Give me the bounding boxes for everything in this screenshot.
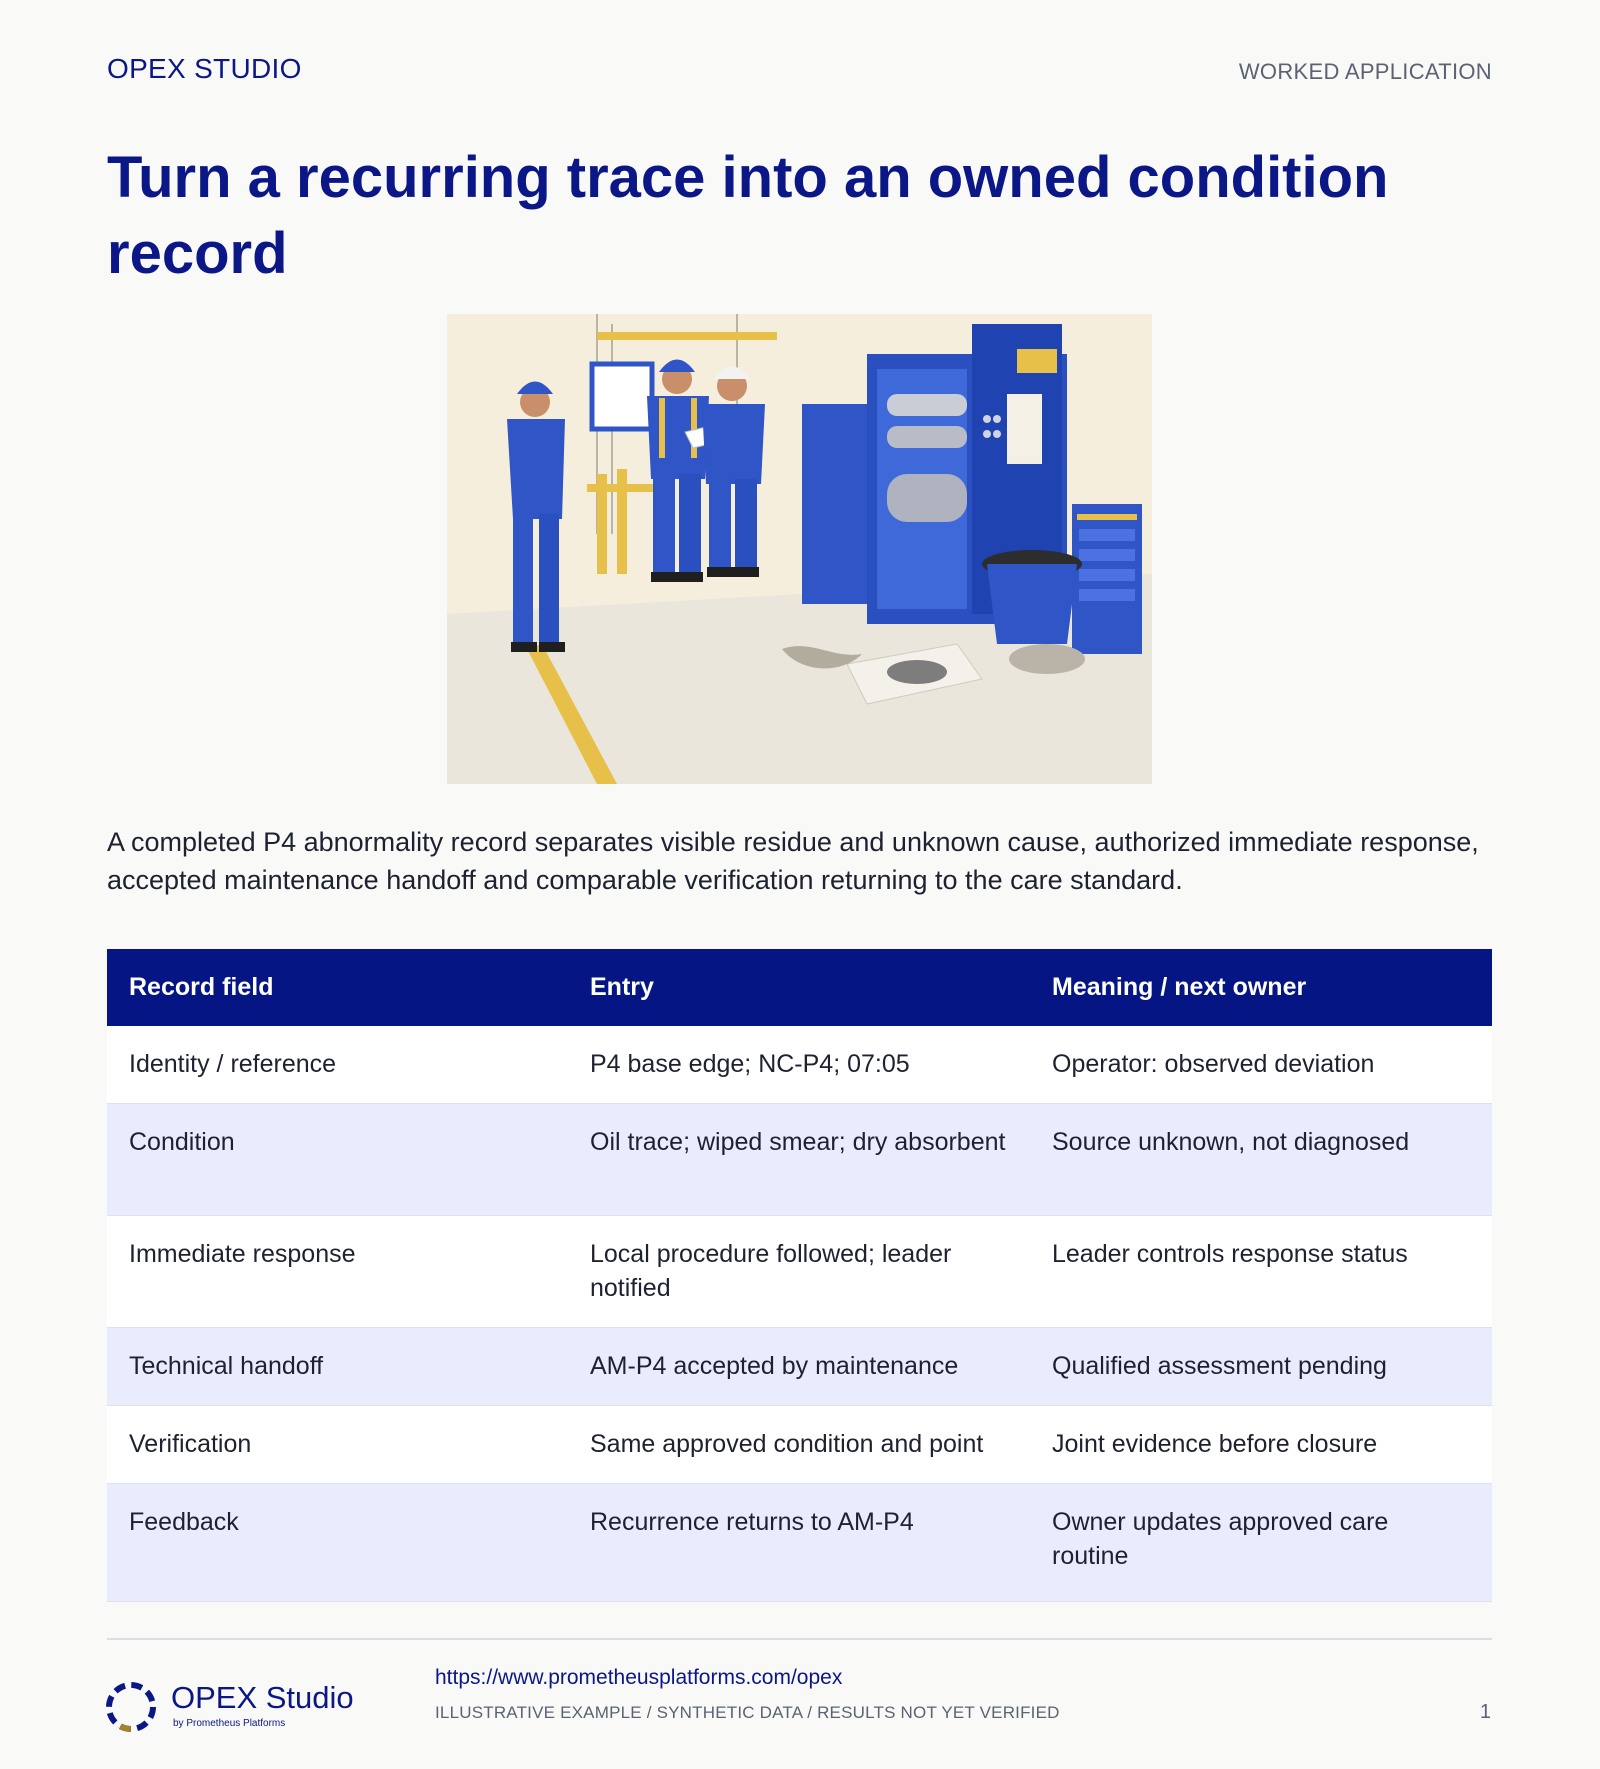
rags bbox=[1009, 644, 1085, 674]
page-title: Turn a recurring trace into an owned condition record bbox=[107, 145, 1389, 286]
column-header-meaning: Meaning / next owner bbox=[1030, 949, 1492, 1026]
cell-entry: Oil trace; wiped smear; dry absorbent bbox=[568, 1104, 1030, 1216]
machine-panel-window bbox=[1007, 394, 1042, 464]
section-label: WORKED APPLICATION bbox=[1238, 59, 1492, 84]
table-row bbox=[107, 1104, 1492, 1216]
roller-1 bbox=[887, 394, 967, 416]
table-header-row bbox=[107, 949, 1492, 1026]
column-header-entry: Entry bbox=[568, 949, 1030, 1026]
machine-guard bbox=[1017, 349, 1057, 373]
cell-record-field: Verification bbox=[107, 1406, 568, 1484]
cell-entry: AM-P4 accepted by maintenance bbox=[568, 1328, 1030, 1406]
page-number: 1 bbox=[1479, 1701, 1491, 1723]
cell-meaning: Owner updates approved care routine bbox=[1030, 1484, 1492, 1602]
overhead-rail bbox=[597, 332, 777, 340]
table-row bbox=[107, 1328, 1492, 1406]
table-row bbox=[107, 1406, 1492, 1484]
cell-meaning: Qualified assessment pending bbox=[1030, 1328, 1492, 1406]
table-row bbox=[107, 1026, 1492, 1104]
cell-record-field: Immediate response bbox=[107, 1216, 568, 1328]
lead-paragraph: A completed P4 abnormality record separates visible residue and unknown cause, authorized immediate response, accepted maintenance handoff and comparable verification returning to the care standard. bbox=[107, 827, 1479, 895]
cell-entry: Recurrence returns to AM-P4 bbox=[568, 1484, 1030, 1602]
footer-divider bbox=[107, 1638, 1492, 1640]
roller-3 bbox=[887, 474, 967, 522]
cell-entry: Local procedure followed; leader notified bbox=[568, 1216, 1030, 1328]
cell-entry: P4 base edge; NC-P4; 07:05 bbox=[568, 1026, 1030, 1104]
cell-record-field: Technical handoff bbox=[107, 1328, 568, 1406]
roller-2 bbox=[887, 426, 967, 448]
cell-meaning: Operator: observed deviation bbox=[1030, 1026, 1492, 1104]
cell-record-field: Feedback bbox=[107, 1484, 568, 1602]
cell-record-field: Identity / reference bbox=[107, 1026, 568, 1104]
table-row bbox=[107, 1216, 1492, 1328]
brand-wordmark: OPEX STUDIO bbox=[107, 53, 302, 84]
waste-bin bbox=[982, 550, 1082, 644]
column-header-record-field: Record field bbox=[107, 949, 568, 1026]
cell-meaning: Leader controls response status bbox=[1030, 1216, 1492, 1328]
illustration bbox=[447, 314, 1152, 784]
notice-board bbox=[592, 364, 652, 429]
tool-cabinet bbox=[1072, 504, 1142, 654]
cell-entry: Same approved condition and point bbox=[568, 1406, 1030, 1484]
cell-meaning: Source unknown, not diagnosed bbox=[1030, 1104, 1492, 1216]
cell-meaning: Joint evidence before closure bbox=[1030, 1406, 1492, 1484]
footer-disclaimer: ILLUSTRATIVE EXAMPLE / SYNTHETIC DATA / RESULTS NOT YET VERIFIED bbox=[435, 1703, 1060, 1722]
footer-logo-subtitle: by Prometheus Platforms bbox=[173, 1718, 286, 1729]
footer-logo-name: OPEX Studio bbox=[171, 1680, 354, 1715]
condition-record-table bbox=[107, 949, 1492, 1602]
footer-url-link[interactable]: https://www.prometheusplatforms.com/opex bbox=[435, 1666, 843, 1689]
factory-illustration bbox=[447, 314, 1152, 784]
opex-logo-icon bbox=[104, 1680, 158, 1734]
table-row bbox=[107, 1484, 1492, 1602]
cell-record-field: Condition bbox=[107, 1104, 568, 1216]
